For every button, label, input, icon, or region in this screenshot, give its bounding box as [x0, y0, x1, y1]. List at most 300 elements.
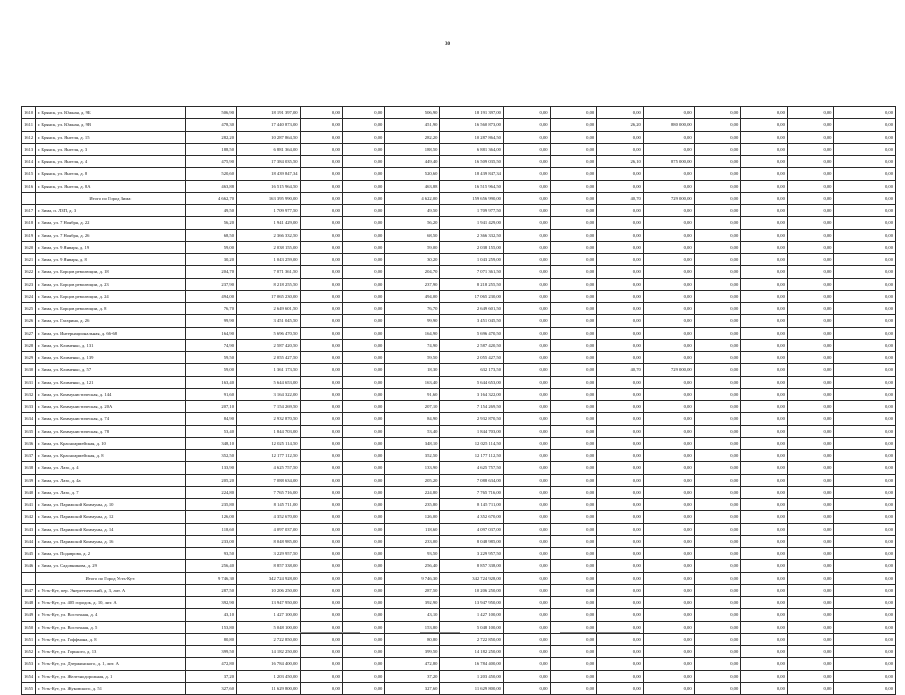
page-number: 30	[445, 42, 450, 47]
value-cell: 224,80	[186, 486, 237, 498]
value-cell: 0,00	[342, 266, 384, 278]
value-cell: 0,00	[643, 413, 694, 425]
value-cell: 40,70	[597, 192, 644, 204]
value-cell: 10 287 864,50	[440, 131, 504, 143]
value-cell: 0,00	[300, 523, 342, 535]
value-cell: 2 587 420,50	[440, 339, 504, 351]
address-cell: г. Зима, ул. Парижской Коммуны, д. 14	[35, 523, 185, 535]
value-cell: 0,00	[787, 388, 834, 400]
value-cell: 0,00	[597, 572, 644, 584]
housing-repair-table	[21, 106, 896, 695]
value-cell: 0,00	[787, 621, 834, 633]
value-cell: 126,00	[186, 511, 237, 523]
value-cell: 0,00	[694, 241, 741, 253]
row-number-cell	[22, 192, 36, 204]
value-cell: 0,00	[741, 266, 788, 278]
table-row	[22, 266, 896, 278]
value-cell: 0,00	[503, 131, 550, 143]
value-cell: 18 439 847,34	[237, 168, 301, 180]
value-cell: 0,00	[694, 597, 741, 609]
value-cell: 0,00	[643, 254, 694, 266]
value-cell: 0,00	[643, 143, 694, 155]
row-number-cell: 1634	[22, 413, 36, 425]
value-cell: 0,00	[300, 327, 342, 339]
value-cell: 0,00	[643, 450, 694, 462]
address-cell: г. Усть-Кут, ул. Горького, д. 13	[35, 646, 185, 658]
value-cell: 0,00	[300, 364, 342, 376]
value-cell: 0,00	[503, 535, 550, 547]
value-cell: 0,00	[643, 621, 694, 633]
address-cell: г. Зима, ул. 7 Ноября, д. 22	[35, 217, 185, 229]
value-cell: 0,00	[787, 450, 834, 462]
value-cell: 0,00	[300, 682, 342, 694]
value-cell: 0,00	[787, 192, 834, 204]
row-number-cell: 1623	[22, 278, 36, 290]
value-cell: 0,00	[342, 535, 384, 547]
value-cell: 0,00	[834, 192, 896, 204]
value-cell: 342 724 928,00	[440, 572, 504, 584]
value-cell: 0,00	[300, 352, 342, 364]
value-cell: 30,20	[385, 254, 440, 266]
value-cell: 0,00	[741, 254, 788, 266]
address-cell: г. Зима, ул. Коммунистическая, д. 20А	[35, 401, 185, 413]
value-cell: 0,00	[787, 597, 834, 609]
value-cell: 0,00	[597, 401, 644, 413]
value-cell: 0,00	[741, 621, 788, 633]
row-number-cell: 1624	[22, 290, 36, 302]
value-cell: 0,00	[597, 646, 644, 658]
value-cell: 0,00	[300, 437, 342, 449]
value-cell: 0,00	[834, 168, 896, 180]
value-cell: 0,00	[741, 315, 788, 327]
value-cell: 0,00	[503, 548, 550, 560]
value-cell: 0,00	[597, 339, 644, 351]
row-number-cell: 1655	[22, 682, 36, 694]
value-cell: 0,00	[503, 499, 550, 511]
address-cell: г. Зима, ул. Красноармейская, д. 10	[35, 437, 185, 449]
value-cell: 0,00	[787, 290, 834, 302]
value-cell: 0,00	[834, 376, 896, 388]
value-cell: 224,80	[385, 486, 440, 498]
value-cell: 7 071 361,50	[237, 266, 301, 278]
value-cell: 1 043 259,00	[237, 254, 301, 266]
value-cell: 0,00	[503, 437, 550, 449]
table-row	[22, 584, 896, 596]
value-cell: 506,90	[186, 107, 237, 119]
value-cell: 0,00	[550, 413, 597, 425]
value-cell: 0,00	[342, 633, 384, 645]
address-cell: г. Зима, ул. Лазо, д. 4	[35, 462, 185, 474]
row-number-cell: 1631	[22, 376, 36, 388]
value-cell: 0,00	[300, 462, 342, 474]
value-cell: 5 696 470,50	[237, 327, 301, 339]
address-cell: г. Зима, ул. 7 Ноября, д. 26	[35, 229, 185, 241]
table-row	[22, 560, 896, 572]
value-cell: 4 622,00	[385, 192, 440, 204]
value-cell: 0,00	[694, 474, 741, 486]
address-cell: г. Зима, ул. Парижской Коммуны, д. 16	[35, 535, 185, 547]
address-cell: г. Брянск, ул. Янгеля, д. 4	[35, 156, 185, 168]
value-cell: 0,00	[597, 499, 644, 511]
value-cell: 0,00	[694, 560, 741, 572]
value-cell: 0,00	[741, 474, 788, 486]
value-cell: 0,00	[342, 278, 384, 290]
value-cell: 12 025 114,50	[237, 437, 301, 449]
value-cell: 0,00	[503, 523, 550, 535]
row-number-cell: 1633	[22, 401, 36, 413]
value-cell: 0,00	[694, 180, 741, 192]
value-cell: 7 088 634,00	[440, 474, 504, 486]
table-row	[22, 633, 896, 645]
value-cell: 0,00	[787, 327, 834, 339]
value-cell: 0,00	[503, 364, 550, 376]
value-cell: 0,00	[597, 180, 644, 192]
value-cell: 233,00	[385, 535, 440, 547]
value-cell: 0,00	[342, 241, 384, 253]
table-row	[22, 143, 896, 155]
value-cell: 91,60	[186, 388, 237, 400]
value-cell: 399,50	[186, 646, 237, 658]
value-cell: 5 048 100,00	[440, 621, 504, 633]
value-cell: 0,00	[834, 621, 896, 633]
address-cell: г. Усть-Кут, ул. 405 городок, д. 10, лит. А	[35, 597, 185, 609]
value-cell: 237,90	[385, 278, 440, 290]
value-cell: 0,00	[550, 450, 597, 462]
value-cell: 0,00	[342, 192, 384, 204]
value-cell: 0,00	[342, 143, 384, 155]
value-cell: 9 746,30	[385, 572, 440, 584]
value-cell: 0,00	[694, 658, 741, 670]
value-cell: 5 048 100,00	[237, 621, 301, 633]
value-cell: 0,00	[643, 633, 694, 645]
value-cell: 10 287 864,50	[237, 131, 301, 143]
value-cell: 0,00	[694, 523, 741, 535]
value-cell: 2 055 427,50	[237, 352, 301, 364]
value-cell: 3 451 045,50	[237, 315, 301, 327]
row-number-cell: 1645	[22, 548, 36, 560]
value-cell: 0,00	[741, 425, 788, 437]
value-cell: 0,00	[694, 107, 741, 119]
value-cell: 0,00	[787, 425, 834, 437]
value-cell: 26,10	[597, 156, 644, 168]
value-cell: 0,00	[694, 462, 741, 474]
row-number-cell: 1647	[22, 584, 36, 596]
value-cell: 0,00	[503, 609, 550, 621]
value-cell: 0,00	[694, 413, 741, 425]
address-cell: г. Зима, ул. Клименко, д. 131	[35, 339, 185, 351]
value-cell: 0,00	[787, 413, 834, 425]
value-cell: 0,00	[342, 658, 384, 670]
value-cell: 0,00	[597, 535, 644, 547]
value-cell: 0,00	[342, 560, 384, 572]
value-cell: 0,00	[787, 474, 834, 486]
value-cell: 59,00	[186, 241, 237, 253]
value-cell: 0,00	[300, 535, 342, 547]
value-cell: 0,00	[503, 119, 550, 131]
address-cell: г. Брянск, ул. Янгеля, д. 8	[35, 168, 185, 180]
value-cell: 3 229 957,50	[237, 548, 301, 560]
value-cell: 49,50	[385, 205, 440, 217]
value-cell: 0,00	[787, 168, 834, 180]
value-cell: 0,00	[741, 290, 788, 302]
value-cell: 4 662,70	[186, 192, 237, 204]
value-cell: 0,00	[342, 548, 384, 560]
address-cell: г. Усть-Кут, ул. Железнодорожная, д. 1	[35, 670, 185, 682]
table-row	[22, 168, 896, 180]
table-row	[22, 486, 896, 498]
value-cell: 8 857 338,00	[237, 560, 301, 572]
value-cell: 449,40	[385, 156, 440, 168]
value-cell: 93,50	[385, 548, 440, 560]
value-cell: 0,00	[503, 670, 550, 682]
value-cell: 1 361 173,50	[237, 364, 301, 376]
table-row	[22, 241, 896, 253]
row-number-cell: 1640	[22, 486, 36, 498]
value-cell: 0,00	[550, 278, 597, 290]
value-cell: 729 000,00	[643, 364, 694, 376]
table-row	[22, 413, 896, 425]
value-cell: 0,00	[503, 511, 550, 523]
table-row	[22, 131, 896, 143]
value-cell: 0,00	[550, 486, 597, 498]
value-cell: 0,00	[597, 511, 644, 523]
address-cell: г. Зима, ул. Подаврова, д. 2	[35, 548, 185, 560]
value-cell: 4 352 670,00	[440, 511, 504, 523]
value-cell: 0,00	[834, 437, 896, 449]
value-cell: 0,00	[741, 180, 788, 192]
value-cell: 0,00	[834, 339, 896, 351]
value-cell: 327,60	[385, 682, 440, 694]
value-cell: 0,00	[834, 327, 896, 339]
value-cell: 14 182 250,00	[237, 646, 301, 658]
value-cell: 2 722 850,00	[440, 633, 504, 645]
value-cell: 0,00	[503, 486, 550, 498]
value-cell: 7 088 634,00	[237, 474, 301, 486]
value-cell: 0,00	[342, 156, 384, 168]
address-cell: г. Зима, ул. Парижской Коммуны, д. 10	[35, 499, 185, 511]
value-cell: 207,10	[385, 401, 440, 413]
value-cell: 0,00	[741, 646, 788, 658]
table-row	[22, 217, 896, 229]
value-cell: 0,00	[694, 499, 741, 511]
value-cell: 0,00	[342, 499, 384, 511]
value-cell: 0,00	[550, 633, 597, 645]
table-row	[22, 474, 896, 486]
value-cell: 0,00	[643, 107, 694, 119]
value-cell: 0,00	[834, 511, 896, 523]
bottom-mark	[420, 632, 460, 633]
value-cell: 18 439 847,34	[440, 168, 504, 180]
value-cell: 0,00	[550, 254, 597, 266]
value-cell: 0,00	[597, 682, 644, 694]
value-cell: 0,00	[694, 450, 741, 462]
value-cell: 2 932 870,50	[440, 413, 504, 425]
subtotal-row	[22, 572, 896, 584]
value-cell: 0,00	[741, 327, 788, 339]
value-cell: 12 025 114,50	[440, 437, 504, 449]
value-cell: 0,00	[300, 266, 342, 278]
value-cell: 0,00	[550, 388, 597, 400]
value-cell: 0,00	[694, 352, 741, 364]
value-cell: 0,00	[597, 658, 644, 670]
value-cell: 0,00	[834, 450, 896, 462]
value-cell: 0,00	[834, 523, 896, 535]
address-cell: г. Брянск, ул. Южная, д. 9В	[35, 119, 185, 131]
value-cell: 0,00	[694, 548, 741, 560]
address-cell: г. Усть-Кут, пер. Энергетический, д. 3, лит. А	[35, 584, 185, 596]
value-cell: 0,00	[643, 474, 694, 486]
value-cell: 0,00	[550, 560, 597, 572]
value-cell: 84,90	[186, 413, 237, 425]
table-row	[22, 499, 896, 511]
value-cell: 0,00	[834, 266, 896, 278]
row-number-cell: 1650	[22, 621, 36, 633]
value-cell: 118,60	[186, 523, 237, 535]
value-cell: 0,00	[787, 205, 834, 217]
value-cell: 0,00	[741, 131, 788, 143]
value-cell: 0,00	[741, 682, 788, 694]
value-cell: 0,00	[741, 670, 788, 682]
value-cell: 8 048 985,00	[440, 535, 504, 547]
value-cell: 0,00	[300, 168, 342, 180]
value-cell: 0,00	[787, 315, 834, 327]
value-cell: 0,00	[300, 205, 342, 217]
value-cell: 2 055 427,50	[440, 352, 504, 364]
value-cell: 0,00	[787, 376, 834, 388]
value-cell: 0,00	[643, 609, 694, 621]
value-cell: 0,00	[300, 131, 342, 143]
value-cell: 0,00	[342, 217, 384, 229]
value-cell: 0,00	[300, 119, 342, 131]
value-cell: 4 625 757,50	[237, 462, 301, 474]
value-cell: 74,90	[186, 339, 237, 351]
value-cell: 237,90	[186, 278, 237, 290]
value-cell: 5 644 653,00	[237, 376, 301, 388]
address-cell: г. Зима, ул. Красноармейская, д. 8	[35, 450, 185, 462]
value-cell: 0,00	[787, 548, 834, 560]
value-cell: 472,80	[385, 658, 440, 670]
value-cell: 0,00	[741, 548, 788, 560]
value-cell: 204,70	[186, 266, 237, 278]
value-cell: 0,00	[597, 560, 644, 572]
value-cell: 0,00	[503, 560, 550, 572]
value-cell: 0,00	[597, 205, 644, 217]
value-cell: 0,00	[787, 486, 834, 498]
value-cell: 0,00	[787, 670, 834, 682]
value-cell: 235,80	[385, 499, 440, 511]
address-cell: г. Зима, ул. Интернациональная, д. 66-68	[35, 327, 185, 339]
value-cell: 0,00	[694, 609, 741, 621]
value-cell: 26,20	[597, 119, 644, 131]
value-cell: 18,30	[385, 364, 440, 376]
value-cell: 84,90	[385, 413, 440, 425]
row-number-cell	[22, 572, 36, 584]
value-cell: 59,50	[385, 352, 440, 364]
value-cell: 0,00	[550, 401, 597, 413]
address-cell: г. Усть-Кут, ул. Гоффмана, д. 8	[35, 633, 185, 645]
address-cell: г. Зима, ул. Борцов революции, д. 8	[35, 303, 185, 315]
value-cell: 392,90	[385, 597, 440, 609]
value-cell: 7 765 716,00	[440, 486, 504, 498]
value-cell: 16 515 964,50	[440, 180, 504, 192]
value-cell: 0,00	[694, 168, 741, 180]
table-row	[22, 364, 896, 376]
value-cell: 0,00	[597, 376, 644, 388]
value-cell: 3 451 045,50	[440, 315, 504, 327]
value-cell: 80,80	[385, 633, 440, 645]
table-row	[22, 523, 896, 535]
address-cell: г. Зима, ул. Коммунистическая, д. 144	[35, 388, 185, 400]
value-cell: 282,20	[186, 131, 237, 143]
value-cell: 0,00	[741, 486, 788, 498]
value-cell: 7 154 269,50	[440, 401, 504, 413]
value-cell: 17 384 035,50	[237, 156, 301, 168]
value-cell: 0,00	[643, 523, 694, 535]
value-cell: 2 366 332,50	[237, 229, 301, 241]
table-row	[22, 107, 896, 119]
address-cell: г. Зима, ул. Парижской Коммуны, д. 12	[35, 511, 185, 523]
value-cell: 0,00	[503, 621, 550, 633]
value-cell: 0,00	[597, 523, 644, 535]
value-cell: 8 048 985,00	[237, 535, 301, 547]
address-cell: г. Зима, ул. Борцов революции, д. 18	[35, 266, 185, 278]
value-cell: 1 043 259,00	[440, 254, 504, 266]
value-cell: 0,00	[550, 535, 597, 547]
value-cell: 392,90	[186, 597, 237, 609]
value-cell: 0,00	[834, 633, 896, 645]
value-cell: 0,00	[643, 266, 694, 278]
value-cell: 0,00	[597, 168, 644, 180]
value-cell: 0,00	[597, 437, 644, 449]
value-cell: 49,50	[186, 205, 237, 217]
address-cell: г. Зима, ул. Коммунистическая, д. 78	[35, 425, 185, 437]
value-cell: 0,00	[300, 180, 342, 192]
address-cell: г. Брянск, ул. Янгеля, д. 15	[35, 131, 185, 143]
row-number-cell: 1618	[22, 217, 36, 229]
address-cell: г. Зима, ул. Коммунистическая, д. 74	[35, 413, 185, 425]
value-cell: 43,10	[385, 609, 440, 621]
value-cell: 0,00	[643, 670, 694, 682]
value-cell: 0,00	[300, 560, 342, 572]
row-number-cell: 1629	[22, 352, 36, 364]
value-cell: 0,00	[741, 156, 788, 168]
value-cell: 0,00	[300, 401, 342, 413]
value-cell: 188,50	[186, 143, 237, 155]
value-cell: 0,00	[300, 229, 342, 241]
value-cell: 0,00	[300, 511, 342, 523]
value-cell: 0,00	[300, 217, 342, 229]
value-cell: 256,40	[385, 560, 440, 572]
value-cell: 0,00	[597, 241, 644, 253]
value-cell: 0,00	[643, 486, 694, 498]
value-cell: 0,00	[741, 658, 788, 670]
value-cell: 163,40	[385, 376, 440, 388]
value-cell: 18 191 397,00	[237, 107, 301, 119]
value-cell: 0,00	[694, 388, 741, 400]
value-cell: 0,00	[834, 646, 896, 658]
value-cell: 0,00	[787, 572, 834, 584]
value-cell: 0,00	[834, 597, 896, 609]
address-cell: г. Усть-Кут, ул. Дзержинского, д. 1, лит. А	[35, 658, 185, 670]
table-row	[22, 670, 896, 682]
value-cell: 0,00	[597, 584, 644, 596]
value-cell: 0,00	[503, 266, 550, 278]
value-cell: 0,00	[643, 339, 694, 351]
value-cell: 0,00	[741, 278, 788, 290]
value-cell: 56,20	[385, 217, 440, 229]
value-cell: 0,00	[834, 315, 896, 327]
value-cell: 0,00	[597, 474, 644, 486]
